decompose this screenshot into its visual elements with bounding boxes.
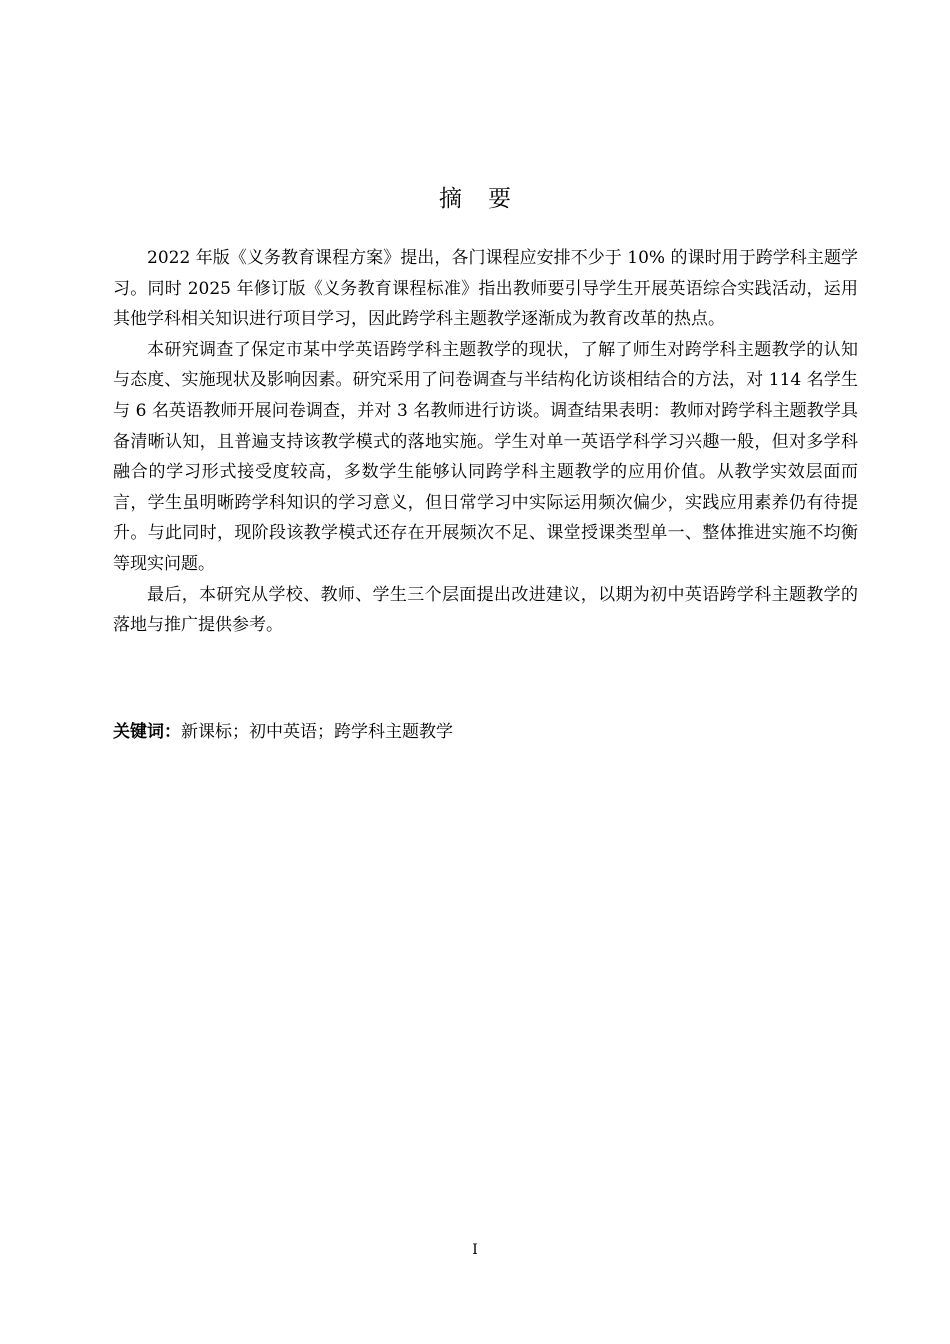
- abstract-paragraph-3: 最后，本研究从学校、教师、学生三个层面提出改进建议，以期为初中英语跨学科主题教学的落地与推广提供参考。: [113, 584, 858, 636]
- keywords-text: 新课标；初中英语；跨学科主题教学: [181, 722, 453, 742]
- abstract-body: [113, 243, 858, 641]
- keywords-line: [113, 718, 453, 746]
- abstract-paragraph-1: 2022 年版《义务教育课程方案》提出，各门课程应安排不少于 10% 的课时用于跨学科主题学习。同时 2025 年修订版《义务教育课程标准》指出教师要引导学生开展英语综合实践活动，运用其他学科相关知识进行项目学习，因此跨学科主题教学逐渐成为教育改革的热点。: [113, 248, 858, 330]
- title-char-1: 摘: [439, 186, 462, 212]
- abstract-title: [0, 180, 950, 213]
- page-number: I: [472, 1242, 478, 1258]
- abstract-paragraph-2: 本研究调查了保定市某中学英语跨学科主题教学的现状，了解了师生对跨学科主题教学的认知与态度、实施现状及影响因素。研究采用了问卷调查与半结构化访谈相结合的方法，对 114 名学生与 6 名英语教师开展问卷调查，并对 3 名教师进行访谈。调查结果表明：教师对跨学科主题教学具备清晰认知，且普遍支持该教学模式的落地实施。学生对单一英语学科学习兴趣一般，但对多学科融合的学习形式接受度较高，多数学生能够认同跨学科主题教学的应用价值。从教学实效层面而言，学生虽明晰跨学科知识的学习意义，但日常学习中实际运用频次偏少，实践应用素养仍有待提升。与此同时，现阶段该教学模式还存在开展频次不足、课堂授课类型单一、整体推进实施不均衡等现实问题。: [113, 339, 858, 574]
- title-char-2: 要: [488, 186, 511, 212]
- keywords-label: 关键词：: [113, 722, 181, 742]
